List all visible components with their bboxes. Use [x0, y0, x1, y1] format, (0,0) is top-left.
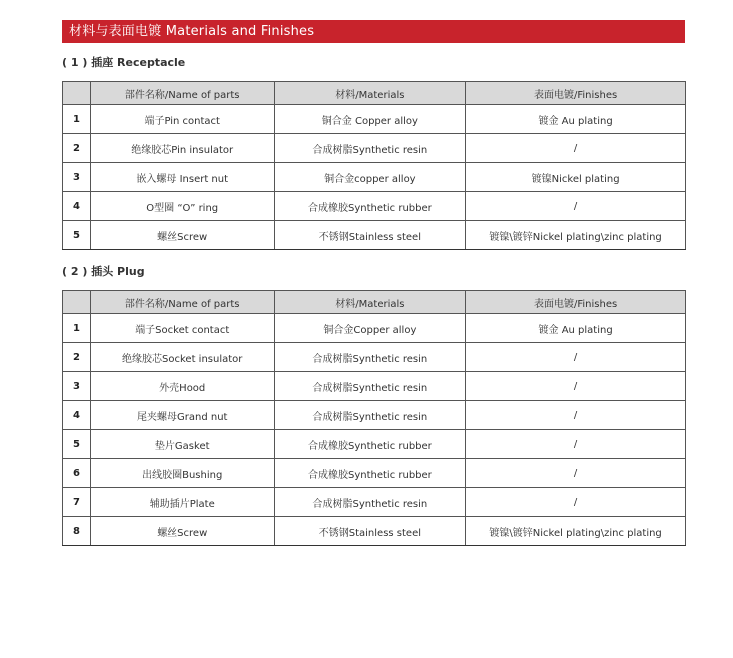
finish: / — [466, 372, 686, 401]
table-row — [63, 343, 686, 372]
column-header-finish: 表面电镀/Finishes — [466, 82, 686, 105]
material: 合成树脂Synthetic resin — [274, 372, 466, 401]
material: 合成树脂Synthetic resin — [274, 401, 466, 430]
part-name: 端子Socket contact — [90, 314, 274, 343]
material: 合成橡胶Synthetic rubber — [274, 192, 466, 221]
finish: 镀金 Au plating — [466, 105, 686, 134]
table-row — [63, 488, 686, 517]
material: 铜合金Copper alloy — [274, 314, 466, 343]
table-row — [63, 430, 686, 459]
row-index: 2 — [63, 134, 91, 163]
part-name: 绝缘胶芯Socket insulator — [90, 343, 274, 372]
receptacle-section-title: ( 1 ) 插座 Receptacle — [62, 56, 186, 69]
material: 合成橡胶Synthetic rubber — [274, 430, 466, 459]
row-index: 5 — [63, 430, 91, 459]
material: 不锈钢Stainless steel — [274, 517, 466, 546]
row-index: 5 — [63, 221, 91, 250]
plug-materials-table — [62, 290, 686, 546]
row-index: 1 — [63, 105, 91, 134]
finish: 镀金 Au plating — [466, 314, 686, 343]
plug-section-title: ( 2 ) 插头 Plug — [62, 265, 145, 278]
material: 合成橡胶Synthetic rubber — [274, 459, 466, 488]
part-name: 垫片Gasket — [90, 430, 274, 459]
column-header-finish: 表面电镀/Finishes — [466, 291, 686, 314]
material: 不锈钢Stainless steel — [274, 221, 466, 250]
row-index: 3 — [63, 163, 91, 192]
finish: / — [466, 430, 686, 459]
part-name: 端子Pin contact — [90, 105, 274, 134]
part-name: 螺丝Screw — [90, 517, 274, 546]
table-row — [63, 517, 686, 546]
table-row — [63, 163, 686, 192]
part-name: 尾夹螺母Grand nut — [90, 401, 274, 430]
row-index: 4 — [63, 192, 91, 221]
material: 合成树脂Synthetic resin — [274, 343, 466, 372]
finish: 镀镍Nickel plating — [466, 163, 686, 192]
finish: / — [466, 134, 686, 163]
finish: / — [466, 459, 686, 488]
row-index: 7 — [63, 488, 91, 517]
table-row — [63, 192, 686, 221]
table-row — [63, 401, 686, 430]
table-row — [63, 314, 686, 343]
part-name: 外壳Hood — [90, 372, 274, 401]
table-row — [63, 221, 686, 250]
column-header-material: 材料/Materials — [274, 291, 466, 314]
column-header-material: 材料/Materials — [274, 82, 466, 105]
column-header-part-name: 部件名称/Name of parts — [90, 291, 274, 314]
column-header-part-name: 部件名称/Name of parts — [90, 82, 274, 105]
finish: / — [466, 343, 686, 372]
row-index: 8 — [63, 517, 91, 546]
finish: / — [466, 401, 686, 430]
part-name: 螺丝Screw — [90, 221, 274, 250]
material: 合成树脂Synthetic resin — [274, 134, 466, 163]
part-name: 嵌入螺母 Insert nut — [90, 163, 274, 192]
finish: 镀镍\镀锌Nickel plating\zinc plating — [466, 517, 686, 546]
finish: 镀镍\镀锌Nickel plating\zinc plating — [466, 221, 686, 250]
row-index: 3 — [63, 372, 91, 401]
row-index: 6 — [63, 459, 91, 488]
section-banner: 材料与表面电镀 Materials and Finishes — [62, 20, 685, 43]
row-index: 1 — [63, 314, 91, 343]
finish: / — [466, 488, 686, 517]
part-name: O型圈 “O” ring — [90, 192, 274, 221]
table-row — [63, 105, 686, 134]
table-row — [63, 134, 686, 163]
finish: / — [466, 192, 686, 221]
table-row — [63, 459, 686, 488]
part-name: 绝缘胶芯Pin insulator — [90, 134, 274, 163]
row-index: 4 — [63, 401, 91, 430]
part-name: 出线胶圈Bushing — [90, 459, 274, 488]
table-header-row — [63, 82, 686, 105]
material: 铜合金 Copper alloy — [274, 105, 466, 134]
part-name: 辅助插片Plate — [90, 488, 274, 517]
receptacle-materials-table — [62, 81, 686, 250]
row-index: 2 — [63, 343, 91, 372]
column-header-index — [63, 82, 91, 105]
material: 铜合金copper alloy — [274, 163, 466, 192]
column-header-index — [63, 291, 91, 314]
table-row — [63, 372, 686, 401]
table-header-row — [63, 291, 686, 314]
material: 合成树脂Synthetic resin — [274, 488, 466, 517]
